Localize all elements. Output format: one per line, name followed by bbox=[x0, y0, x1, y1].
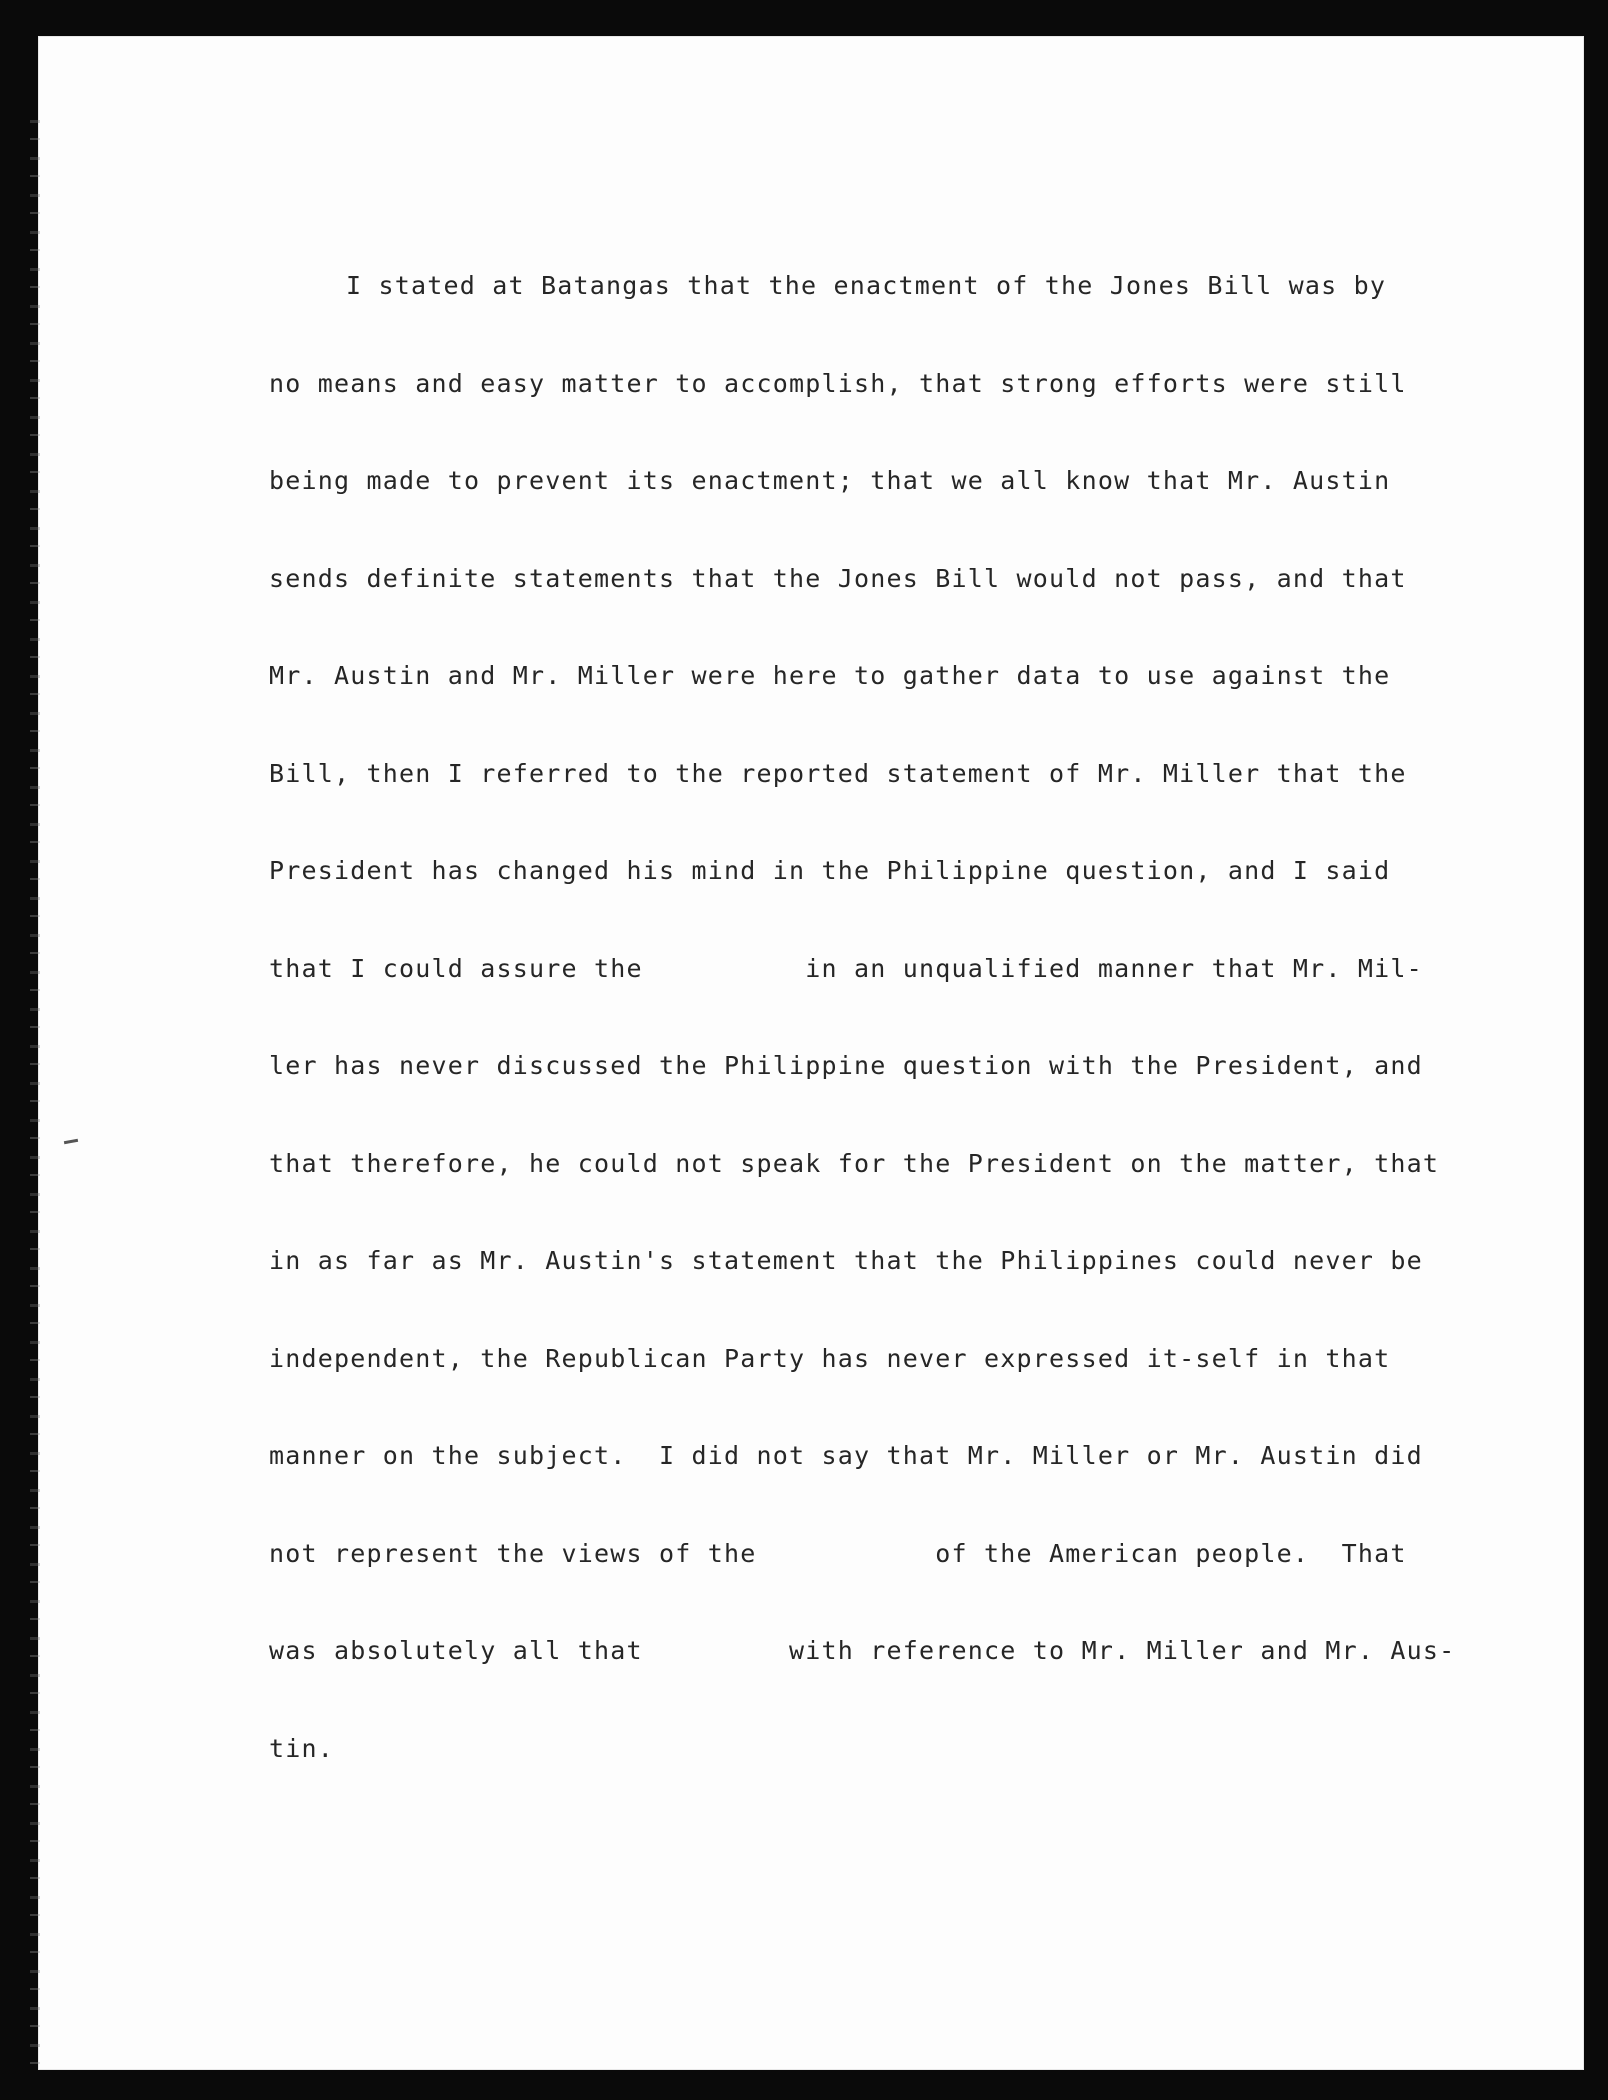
text-line-9: ler has never discussed the Philippine question with the President, and bbox=[269, 1051, 1423, 1080]
text-line-1: I stated at Batangas that the enactment of the Jones Bill was by bbox=[346, 271, 1387, 300]
text-line-5: Mr. Austin and Mr. Miller were here to gather data to use against the bbox=[269, 661, 1391, 690]
text-line-6: Bill, then I referred to the reported statement of Mr. Miller that the bbox=[269, 758, 1407, 788]
text-line-2: no means and easy matter to accomplish, that strong efforts were still bbox=[269, 368, 1407, 398]
scan-edge-artifact bbox=[30, 120, 40, 2070]
text-line-7: President has changed his mind in the Philippine question, and I said bbox=[269, 856, 1391, 885]
text-line-10: that therefore, he could not speak for the President on the matter, that bbox=[269, 1148, 1440, 1178]
typed-paragraph bbox=[269, 205, 1456, 1798]
text-line-4: sends definite statements that the Jones Bill would not pass, and that bbox=[269, 563, 1407, 593]
text-line-3: being made to prevent its enactment; that we all know that Mr. Austin bbox=[269, 466, 1391, 495]
text-line-13: manner on the subject. I did not say that Mr. Miller or Mr. Austin did bbox=[269, 1441, 1423, 1470]
text-line-12: independent, the Republican Party has never expressed it-self in that bbox=[269, 1343, 1391, 1373]
text-line-16: tin. bbox=[269, 1733, 335, 1763]
text-line-8: that I could assure the in an unqualified manner that Mr. Mil- bbox=[269, 953, 1423, 983]
text-line-15: was absolutely all that with reference to Mr. Miller and Mr. Aus- bbox=[269, 1636, 1456, 1665]
text-line-11: in as far as Mr. Austin's statement that the Philippines could never be bbox=[269, 1246, 1423, 1275]
text-line-14: not represent the views of the of the American people. That bbox=[269, 1538, 1407, 1568]
